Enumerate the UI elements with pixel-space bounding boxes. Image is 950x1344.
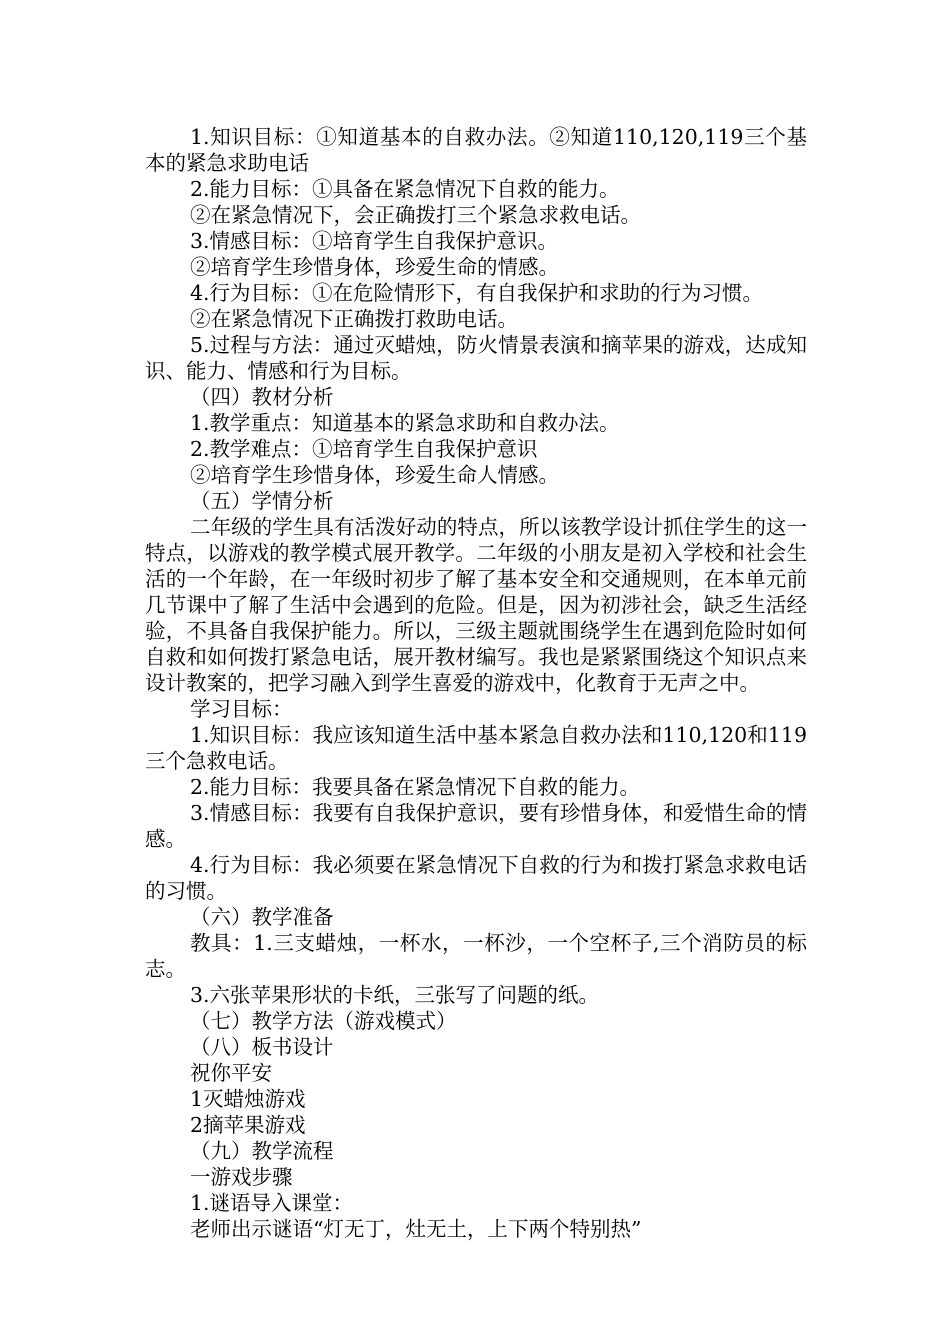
paragraph-process-method: 5.过程与方法：通过灭蜡烛，防火情景表演和摘苹果的游戏，达成知识、能力、情感和行为目标。 [145, 333, 807, 383]
paragraph-knowledge-goal: 1.知识目标：①知道基本的自救办法。②知道110,120,119三个基本的紧急求助电话 [145, 125, 807, 175]
board-item-candle-game: 1灭蜡烛游戏 [190, 1087, 306, 1111]
heading-student-analysis: （五）学情分析 [190, 489, 334, 513]
heading-teaching-preparation: （六）教学准备 [190, 905, 334, 929]
heading-teaching-method: （七）教学方法（游戏模式） [190, 1009, 457, 1033]
heading-learning-goals: 学习目标： [190, 697, 293, 721]
board-item-apple-game: 2摘苹果游戏 [190, 1113, 306, 1137]
heading-board-design: （八）板书设计 [190, 1035, 334, 1059]
board-title: 祝你平安 [190, 1061, 272, 1085]
paragraph-learning-knowledge: 1.知识目标：我应该知道生活中基本紧急自救办法和110,120和119三个急救电话。 [145, 723, 807, 773]
paragraph-behavior-goal: 4.行为目标：①在危险情形下，有自我保护和求助的行为习惯。 [190, 281, 764, 305]
heading-material-analysis: （四）教材分析 [190, 385, 334, 409]
paragraph-teaching-aids: 教具：1.三支蜡烛，一杯水，一杯沙，一个空杯子,三个消防员的标志。 [145, 931, 807, 981]
paragraph-student-analysis: 二年级的学生具有活泼好动的特点，所以该教学设计抓住学生的这一特点，以游戏的教学模式展开教学。二年级的小朋友是初入学校和社会生活的一个年龄，在一年级时初步了解了基本安全和交通规则，在本单元前几节课中了解了生活中会遇到的危险。但是，因为初涉社会，缺乏生活经验，不具备自我保护能力。所以，三级主题就围绕学生在遇到危险时如何自救和如何拨打紧急电话，展开教材编写。我也是紧紧围绕这个知识点来设计教案的，把学习融入到学生喜爱的游戏中，化教育于无声之中。 [145, 515, 807, 695]
document-body [145, 124, 807, 1242]
paragraph-ability-goal: 2.能力目标：①具备在紧急情况下自救的能力。 [190, 177, 620, 201]
paragraph-difficulty-2: ②培育学生珍惜身体，珍爱生命人情感。 [190, 463, 559, 487]
paragraph-learning-ability: 2.能力目标：我要具备在紧急情况下自救的能力。 [190, 775, 641, 799]
paragraph-game-steps: 一游戏步骤 [190, 1165, 293, 1189]
paragraph-ability-goal-2: ②在紧急情况下，会正确拨打三个紧急求救电话。 [190, 203, 641, 227]
paragraph-behavior-goal-2: ②在紧急情况下正确拨打救助电话。 [190, 307, 518, 331]
paragraph-riddle: 老师出示谜语“灯无丁，灶无土，上下两个特别热” [190, 1217, 642, 1241]
paragraph-difficulty: 2.教学难点：①培育学生自我保护意识 [190, 437, 538, 461]
heading-teaching-process: （九）教学流程 [190, 1139, 334, 1163]
paragraph-emotion-goal-2: ②培育学生珍惜身体，珍爱生命的情感。 [190, 255, 559, 279]
paragraph-key-point: 1.教学重点：知道基本的紧急求助和自救办法。 [190, 411, 620, 435]
paragraph-teaching-aids-2: 3.六张苹果形状的卡纸，三张写了问题的纸。 [190, 983, 600, 1007]
paragraph-learning-behavior: 4.行为目标：我必须要在紧急情况下自救的行为和拨打紧急求救电话的习惯。 [145, 853, 807, 903]
paragraph-riddle-intro: 1.谜语导入课堂： [190, 1191, 354, 1215]
paragraph-learning-emotion: 3.情感目标：我要有自我保护意识，要有珍惜身体，和爱惜生命的情感。 [145, 801, 807, 851]
paragraph-emotion-goal: 3.情感目标：①培育学生自我保护意识。 [190, 229, 559, 253]
